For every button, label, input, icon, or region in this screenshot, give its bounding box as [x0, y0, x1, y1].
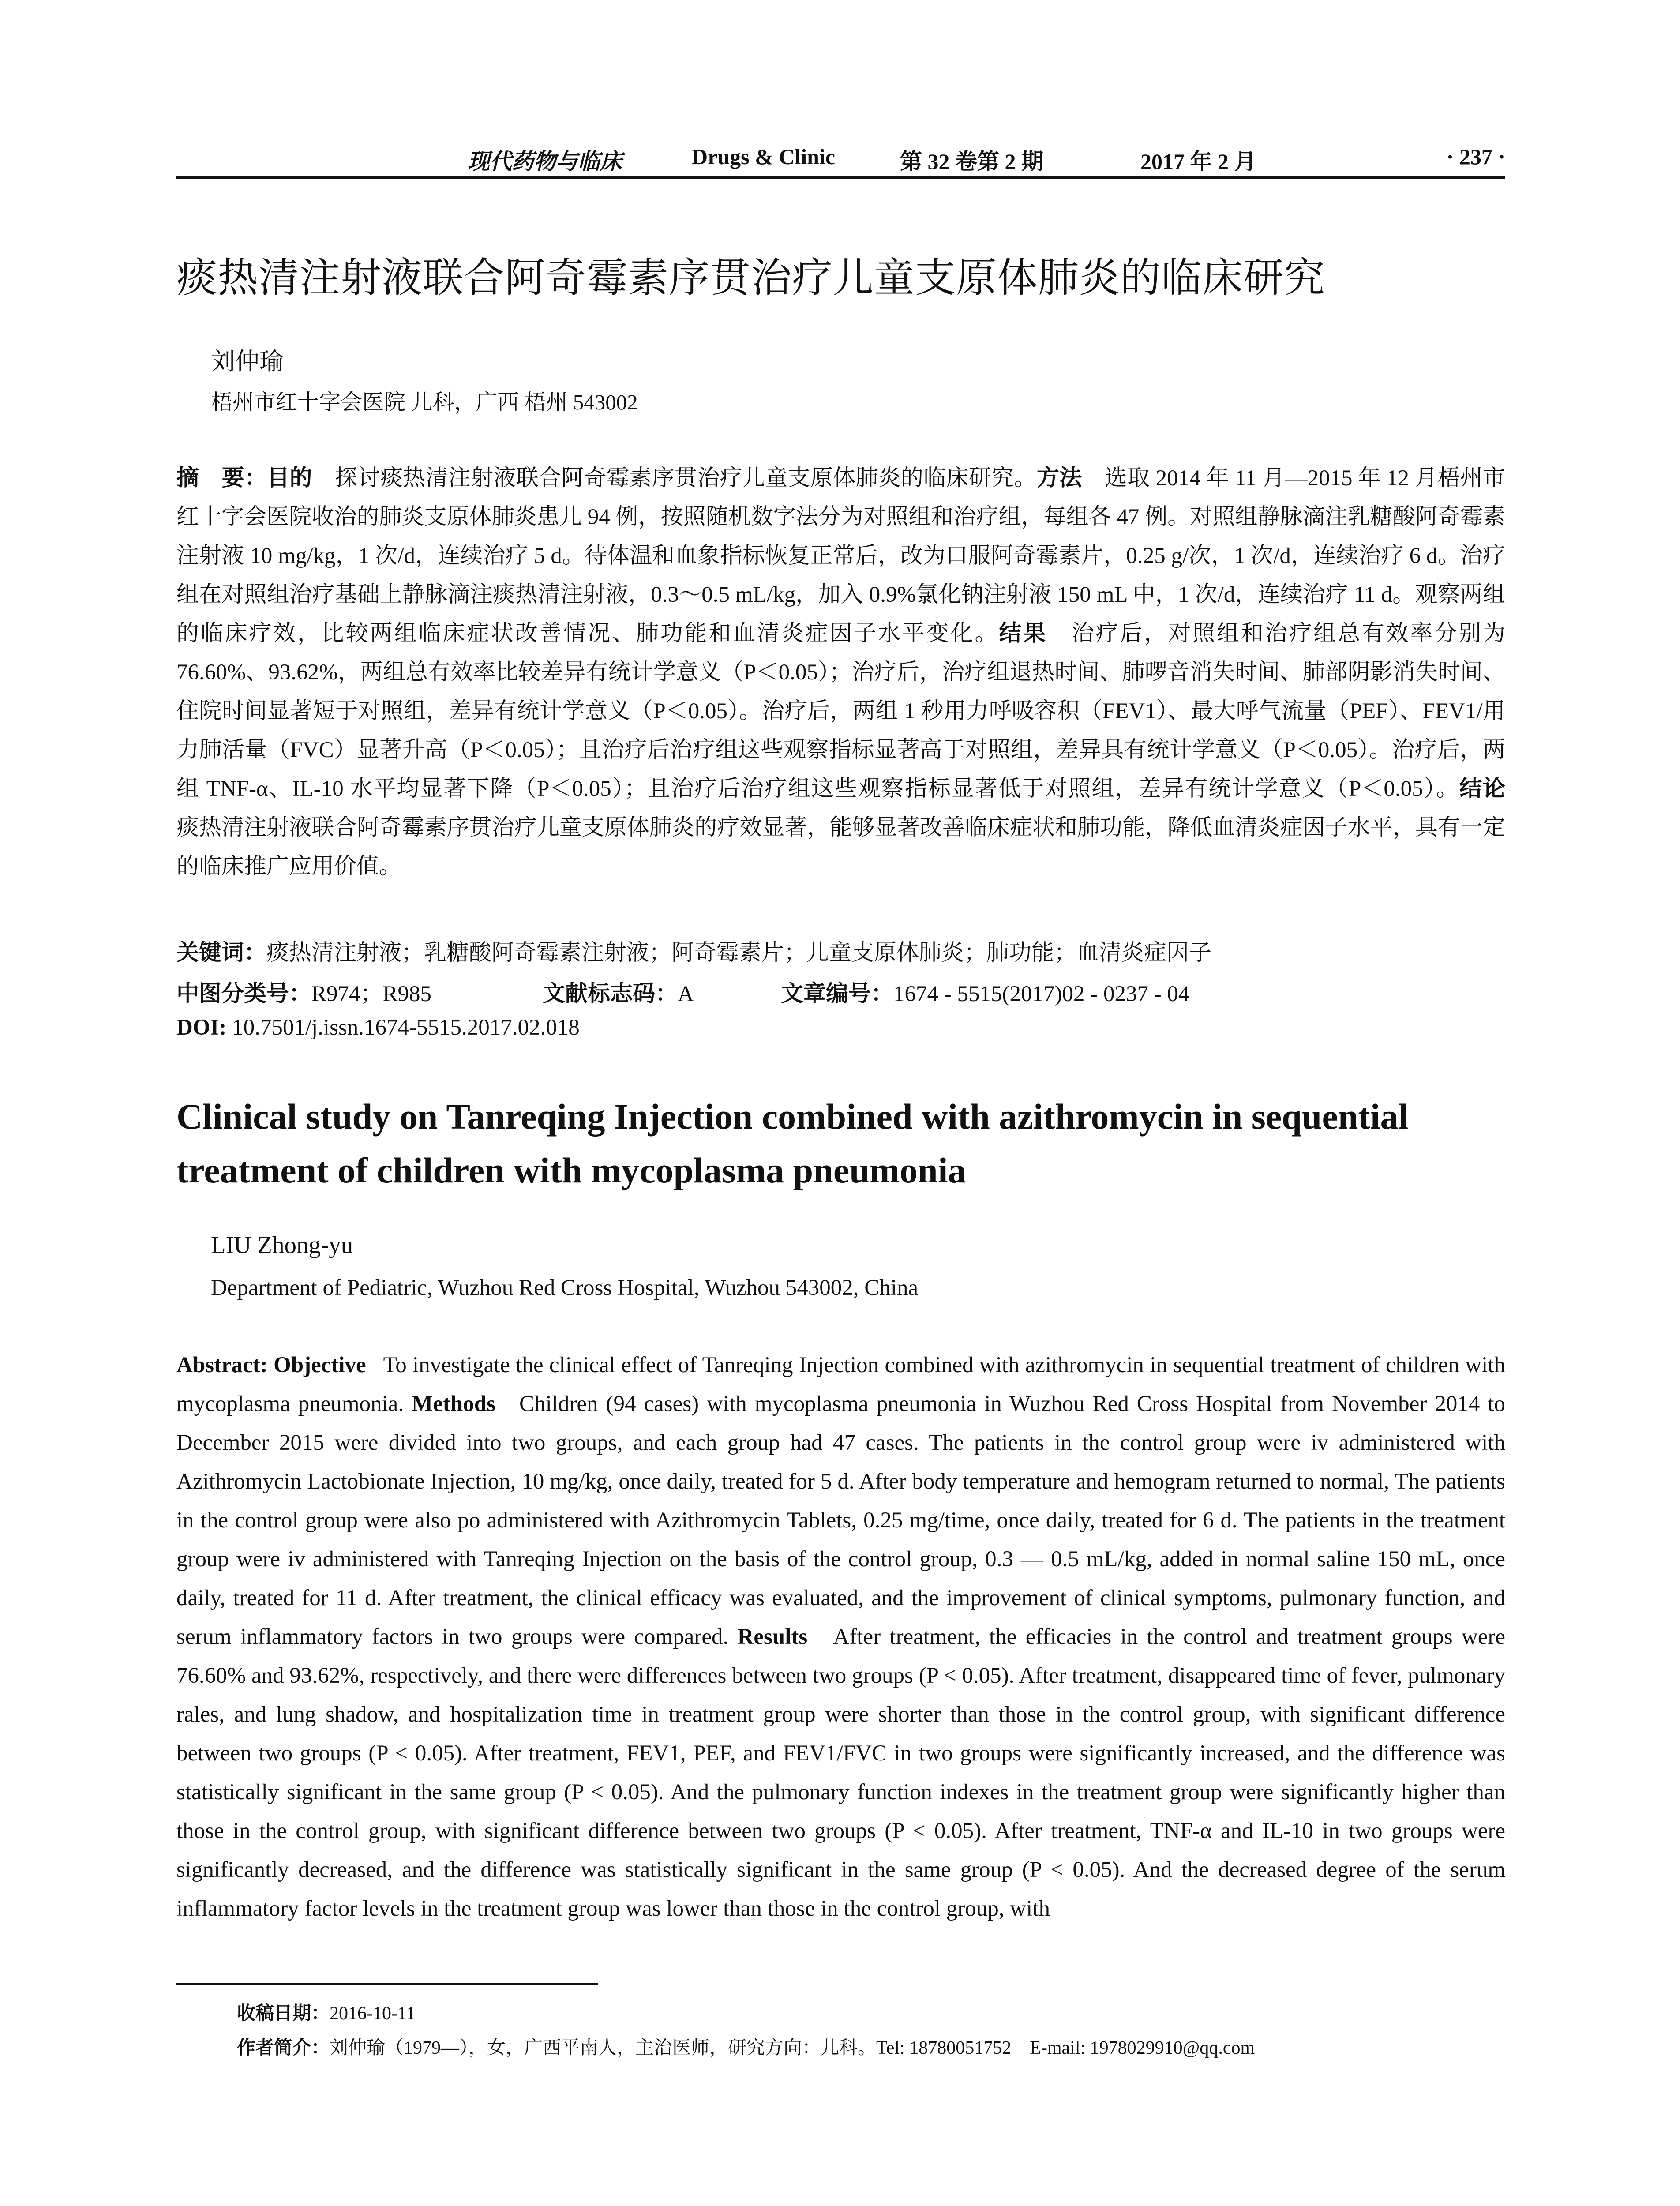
- doi-label: DOI:: [176, 1015, 227, 1040]
- classification-line: [176, 975, 1505, 1010]
- results-label-cn: 结果: [999, 620, 1047, 646]
- issue: 第 2 期: [977, 149, 1043, 174]
- bio-label: 作者简介：: [237, 2037, 330, 2058]
- journal-name-en: Drugs & Clinic: [692, 144, 835, 169]
- keywords-text-cn: 痰热清注射液；乳糖酸阿奇霉素注射液；阿奇霉素片；儿童支原体肺炎；肺功能；血清炎症因子: [266, 941, 1212, 965]
- methods-en: Children (94 cases) with mycoplasma pneumonia in Wuzhou Red Cross Hospital from November 2014 to December 2015 were divided into two groups, and each group had 47 cases. The patients in the control group were iv administered with Azithromycin Lactobionate Injection, 10 mg/kg, once daily, treated for 5 d. After body temperature and hemogram returned to normal, The patients in the control group were also po administered with Azithromycin Tablets, 0.25 mg/time, once daily, treated for 6 d. The patients in the treatment group were iv administered with Tanreqing Injection on the basis of the control group, 0.3 — 0.5 mL/kg, added in normal saline 150 mL, once daily, treated for 11 d. After treatment, the clinical efficacy was evaluated, and the improvement of clinical symptoms, pulmonary function, and serum inflammatory factors in two groups were compared.: [176, 1392, 1505, 1649]
- abstract-en-label: Abstract:: [176, 1353, 268, 1377]
- author-cn: 刘仲瑜: [211, 347, 284, 375]
- doc-code-value: A: [678, 982, 694, 1006]
- clc-label: 中图分类号：: [176, 981, 312, 1007]
- abstract-cn: [176, 459, 1505, 886]
- methods-label-en: Methods: [412, 1392, 495, 1416]
- abstract-cn-label: 摘 要：: [176, 465, 267, 491]
- page-number: · 237 ·: [1446, 144, 1505, 169]
- article-no-value: 1674 - 5515(2017)02 - 0237 - 04: [893, 982, 1190, 1006]
- title-cn: 痰热清注射液联合阿奇霉素序贯治疗儿童支原体肺炎的临床研究: [176, 254, 1326, 301]
- objective-en: To investigate the clinical effect of Tanreqing Injection combined with azithromycin in sequential treatment of children with mycoplasma pneumonia.: [176, 1353, 1505, 1416]
- clc-code: [176, 975, 431, 1008]
- objective-label-en: Objective: [274, 1353, 366, 1377]
- running-header: [176, 140, 1505, 176]
- conclusion-cn: 痰热清注射液联合阿奇霉素序贯治疗儿童支原体肺炎的疗效显著，能够显著改善临床症状和肺功能，降低血清炎症因子水平，具有一定的临床推广应用价值。: [176, 815, 1505, 879]
- footnote-author-bio: [237, 2033, 1255, 2060]
- doi-line: [176, 1015, 580, 1040]
- affiliation-en: Department of Pediatric, Wuzhou Red Cross Hospital, Wuzhou 543002, China: [211, 1276, 919, 1300]
- footnote-rule: [176, 1983, 598, 1985]
- clc-value: R974；R985: [311, 982, 432, 1006]
- volume: 第 32 卷: [900, 149, 977, 174]
- doc-code-label: 文献标志码：: [543, 981, 678, 1007]
- received-date: 2016-10-11: [330, 2003, 416, 2024]
- bio-text: 刘仲瑜（1979—），女，广西平南人，主治医师，研究方向：儿科。Tel: 18780051752 E-mail: 1978029910@qq.com: [330, 2038, 1255, 2058]
- objective-label-cn: 目的: [267, 465, 312, 491]
- received-label: 收稿日期：: [237, 2002, 330, 2024]
- article-no-label: 文章编号：: [781, 981, 894, 1007]
- journal-name-cn: 现代药物与临床: [468, 149, 622, 174]
- author-en: LIU Zhong-yu: [211, 1231, 353, 1258]
- objective-cn: 探讨痰热清注射液联合阿奇霉素序贯治疗儿童支原体肺炎的临床研究。: [335, 466, 1037, 491]
- results-en: After treatment, the efficacies in the control and treatment groups were 76.60% and 93.62%, respectively, and there were differences between two groups (P < 0.05). After treatment, disappeared time of fever, pulmonary rales, and lung shadow, and hospitalization time in treatment group were shorter than those in the control group, with significant difference between two groups (P < 0.05). After treatment, FEV1, PEF, and FEV1/FVC in two groups were significantly increased, and the difference was statistically significant in the same group (P < 0.05). And the pulmonary function indexes in the treatment group were significantly higher than those in the control group, with significant difference between two groups (P < 0.05). After treatment, TNF-α and IL-10 in two groups were significantly decreased, and the difference was statistically significant in the same group (P < 0.05). And the decreased degree of the serum inflammatory factor levels in the treatment group was lower than those in the control group, with: [176, 1624, 1506, 1921]
- keywords-label-cn: 关键词：: [176, 940, 267, 966]
- header-rule: [176, 176, 1505, 179]
- doi-link[interactable]: 10.7501/j.issn.1674-5515.2017.02.018: [232, 1015, 580, 1040]
- results-cn: 治疗后，对照组和治疗组总有效率分别为 76.60%、93.62%，两组总有效率比较差异有统计学意义（P＜0.05）；治疗后，治疗组退热时间、肺啰音消失时间、肺部阴影消失时间、住院时间显著短于对照组，差异有统计学意义（P＜0.05）。治疗后，两组 1 秒用力呼吸容积（FEV1）、最大呼气流量（PEF）、FEV1/用力肺活量（FVC）显著升高（P＜0.05）；且治疗后治疗组这些观察指标显著高于对照组，差异具有统计学意义（P＜0.05）。治疗后，两组 TNF-α、IL-10 水平均显著下降（P＜0.05）；且治疗后治疗组这些观察指标显著低于对照组，差异有统计学意义（P＜0.05）。: [176, 621, 1505, 801]
- affiliation-cn: 梧州市红十字会医院 儿科，广西 梧州 543002: [211, 390, 638, 414]
- article-number: [781, 975, 1189, 1008]
- document-code: [543, 975, 694, 1008]
- methods-label-cn: 方法: [1036, 465, 1082, 491]
- title-en: Clinical study on Tanreqing Injection combined with azithromycin in sequential treatment of children with mycoplasma pneumonia: [176, 1096, 1409, 1190]
- footnote-received: [237, 1999, 415, 2025]
- abstract-en: [176, 1346, 1505, 1928]
- issue-date: 2017 年 2 月: [1140, 149, 1256, 174]
- keywords-cn: [176, 934, 1505, 972]
- conclusion-label-cn: 结论: [1459, 776, 1505, 802]
- methods-cn: 选取 2014 年 11 月—2015 年 12 月梧州市红十字会医院收治的肺炎支原体肺炎患儿 94 例，按照随机数字法分为对照组和治疗组，每组各 47 例。对照组静脉滴注乳糖酸阿奇霉素注射液 10 mg/kg，1 次/d，连续治疗 5 d。待体温和血象指标恢复正常后，改为口服阿奇霉素片，0.25 g/次，1 次/d，连续治疗 6 d。治疗组在对照组治疗基础上静脉滴注痰热清注射液，0.3～0.5 mL/kg，加入 0.9%氯化钠注射液 150 mL 中，1 次/d，连续治疗 11 d。观察两组的临床疗效，比较两组临床症状改善情况、肺功能和血清炎症因子水平变化。: [176, 466, 1505, 646]
- results-label-en: Results: [737, 1624, 808, 1649]
